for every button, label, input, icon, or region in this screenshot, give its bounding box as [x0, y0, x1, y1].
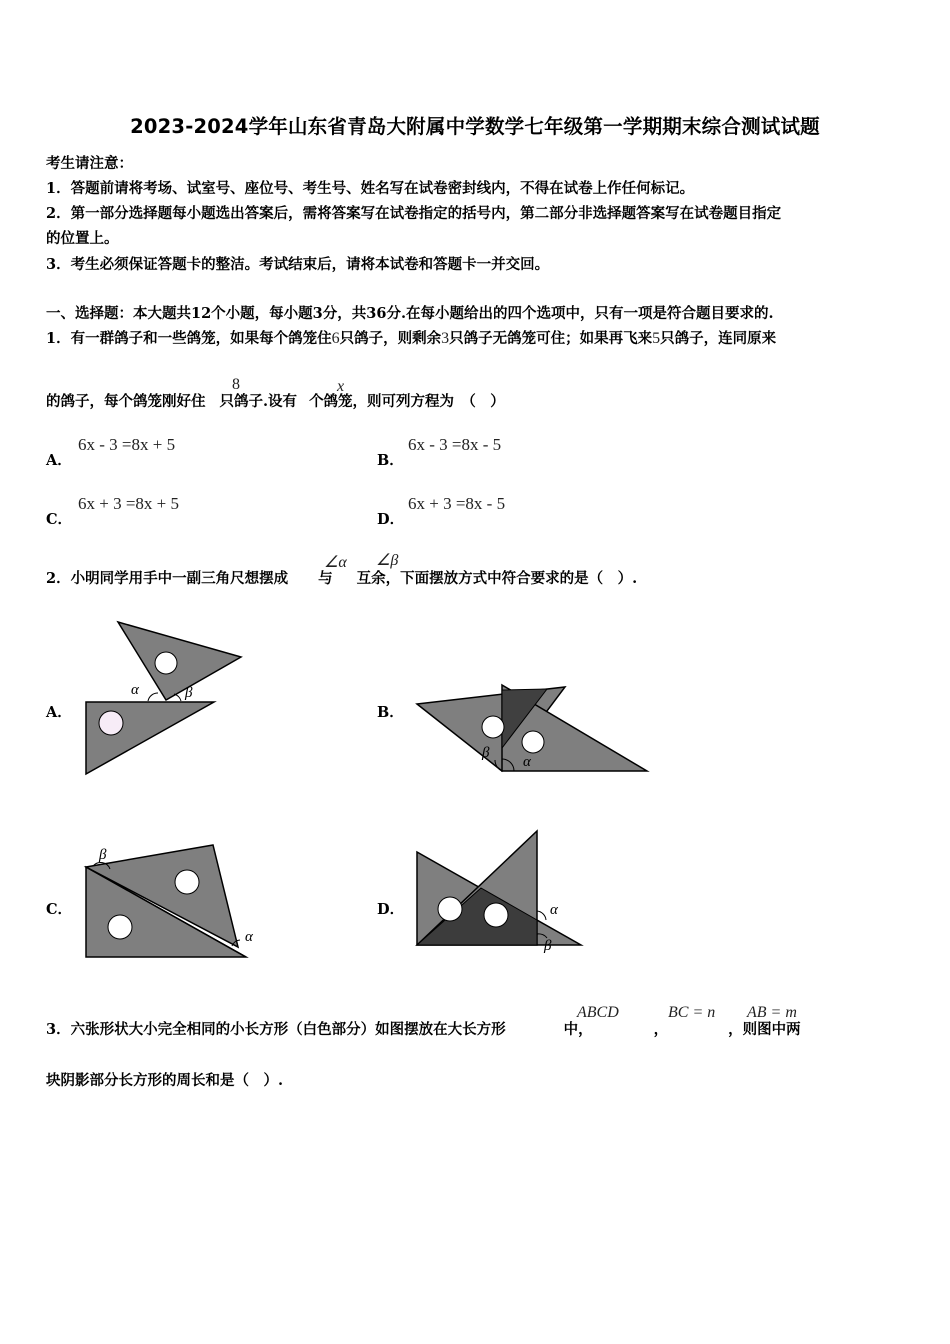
alpha-label: α: [131, 682, 139, 698]
q3-rect-abcd: ABCD: [577, 1004, 619, 1021]
q1-option-d-label[interactable]: D．: [377, 511, 405, 528]
beta-label: β: [544, 938, 552, 954]
alpha-arc: [537, 911, 546, 920]
q1-line1: 1．有一群鸽子和一些鸽笼，如果每个鸽笼住6只鸽子，则剩余3只鸽子无鸽笼可住；如果再飞来5只鸽子，连同原来: [46, 330, 777, 347]
notice-item-1: 1．答题前请将考场、试室号、座位号、考生号、姓名写在试卷密封线内，不得在试卷上作任何标记。: [46, 180, 695, 197]
q2-stem: 2．小明同学用手中一副三角尺想摆成 与 互余，下面摆放方式中符合要求的是（ ）.: [46, 570, 638, 587]
beta-label: β: [99, 847, 107, 863]
q3-ab-equation: AB = m: [747, 1004, 797, 1021]
q2-angle-alpha: ∠α: [324, 554, 347, 571]
q3-line1: 3．六张形状大小完全相同的小长方形（白色部分）如图摆放在大长方形 中， ， ，则图中两: [46, 1021, 801, 1038]
q1-option-a-label[interactable]: A．: [46, 452, 72, 469]
section-heading: 一、选择题：本大题共12个小题，每小题3分，共36分.在每小题给出的四个选项中，只有一项是符合题目要求的.: [46, 305, 774, 322]
beta-label: β: [482, 745, 490, 761]
notice-item-3: 3．考生必须保证答题卡的整洁。考试结束后，请将本试卷和答题卡一并交回。: [46, 256, 550, 273]
q3-line2: 块阴影部分长方形的周长和是（ ）.: [46, 1072, 284, 1089]
notice-item-2-cont: 的位置上。: [46, 230, 119, 247]
q1-option-c-equation: 6x + 3 =8x + 5: [78, 494, 180, 513]
q2-angle-beta: ∠β: [376, 552, 399, 569]
q1-line2: 的鸽子，每个鸽笼刚好住 只鸽子.设有 个鸽笼，则可列方程为 （ ）: [46, 393, 505, 410]
q2-option-c-label[interactable]: C．: [46, 901, 73, 918]
q1-option-b-equation: 6x - 3 =8x - 5: [408, 435, 502, 454]
hole: [484, 903, 508, 927]
q1-option-a-equation: 6x - 3 =8x + 5: [78, 435, 176, 454]
q2-option-a-label[interactable]: A．: [46, 704, 72, 721]
q1-option-b-label[interactable]: B．: [377, 452, 404, 469]
q3-bc-equation: BC = n: [668, 1004, 716, 1021]
q1-variable-x: x: [337, 378, 345, 395]
q1-option-c-label[interactable]: C．: [46, 511, 73, 528]
notice-heading: 考生请注意：: [46, 155, 133, 172]
q1-option-d-equation: 6x + 3 =8x - 5: [408, 494, 506, 513]
q1-number-8: 8: [232, 376, 240, 393]
alpha-label: α: [550, 902, 558, 918]
q2-option-d-label[interactable]: D．: [377, 901, 405, 918]
q2-option-b-label[interactable]: B．: [377, 704, 404, 721]
alpha-label: α: [523, 754, 531, 770]
beta-label: β: [185, 685, 193, 701]
page-title: 2023-2024学年山东省青岛大附属中学数学七年级第一学期期末综合测试试题: [130, 115, 820, 138]
notice-item-2: 2．第一部分选择题每小题选出答案后，需将答案写在试卷指定的括号内，第二部分非选择题答案写在试卷题目指定: [46, 205, 782, 222]
alpha-label: α: [245, 929, 253, 945]
hole: [438, 897, 462, 921]
